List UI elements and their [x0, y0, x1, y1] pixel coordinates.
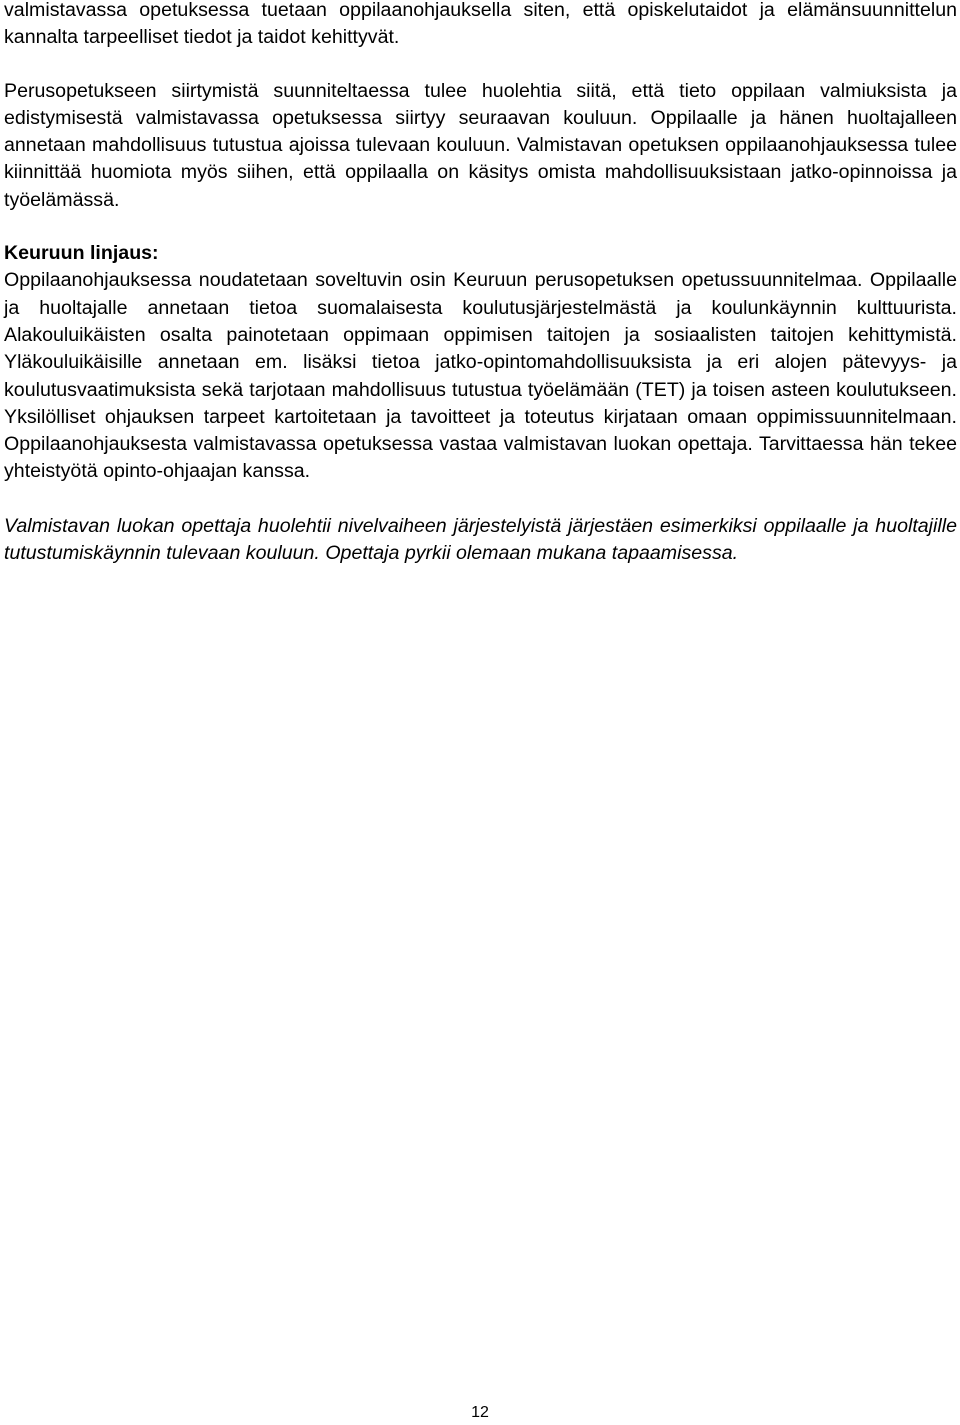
- paragraph-opiskelutaidot: valmistavassa opetuksessa tuetaan oppilaanohjauksella siten, että opiskelutaidot ja elämänsuunnittelun kannalta tarpeelliset tiedot ja taidot kehittyvät.: [4, 0, 957, 49]
- paragraph-opettajan-tehtavat: Valmistavan luokan opettaja huolehtii nivelvaiheen järjestelyistä järjestäen esimerkiksi oppilaalle ja huoltajille tutustumiskäynnin tulevaan kouluun. Opettaja pyrkii olemaan mukana tapaamisessa.: [4, 514, 957, 565]
- paragraph-keuruun-linjaus-body: Oppilaanohjauksessa noudatetaan soveltuvin osin Keuruun perusopetuksen opetussuunnitelmaa. Oppilaalle ja huoltajalle annetaan tietoa suomalaisesta koulutusjärjestelmästä ja koulunkäynnin kulttuurista. Alakouluikäisten osalta painotetaan oppimaan oppimisen taitojen ja sosiaalisten taitojen kehittymistä. Yläkouluikäisille annetaan em. lisäksi tietoa jatko-opintomahdollisuuksista ja eri alojen pätevyys- ja koulutusvaatimuksista sekä tarjotaan mahdollisuus tutustua työelämään (TET) ja toisen asteen koulutukseen. Yksilölliset ohjauksen tarpeet kartoitetaan ja tavoitteet ja toteutus kirjataan omaan oppimissuunnitelmaan. Oppilaanohjauksesta valmistavassa opetuksessa vastaa valmistavan luokan opettaja. Tarvittaessa hän tekee yhteistyötä opinto-ohjaajan kanssa.: [4, 269, 957, 483]
- document-page: [4, 0, 957, 567]
- paragraph-perusopetukseen-siirtyminen: Perusopetukseen siirtymistä suunniteltaessa tulee huolehtia siitä, että tieto oppilaan valmiuksista ja edistymisestä valmistavassa opetuksessa siirtyy seuraavan kouluun. Oppilaalle ja hänen huoltajalleen annetaan mahdollisuus tutustua ajoissa tulevaan kouluun. Valmistavan opetuksen oppilaanohjauksessa tulee kiinnittää huomiota myös siihen, että oppilaalla on käsitys omista mahdollisuuksistaan jatko-opinnoissa ja työelämässä.: [4, 79, 957, 211]
- page-number: 12: [471, 1404, 489, 1421]
- section-heading-keuruun-linjaus: Keuruun linjaus:: [4, 242, 159, 265]
